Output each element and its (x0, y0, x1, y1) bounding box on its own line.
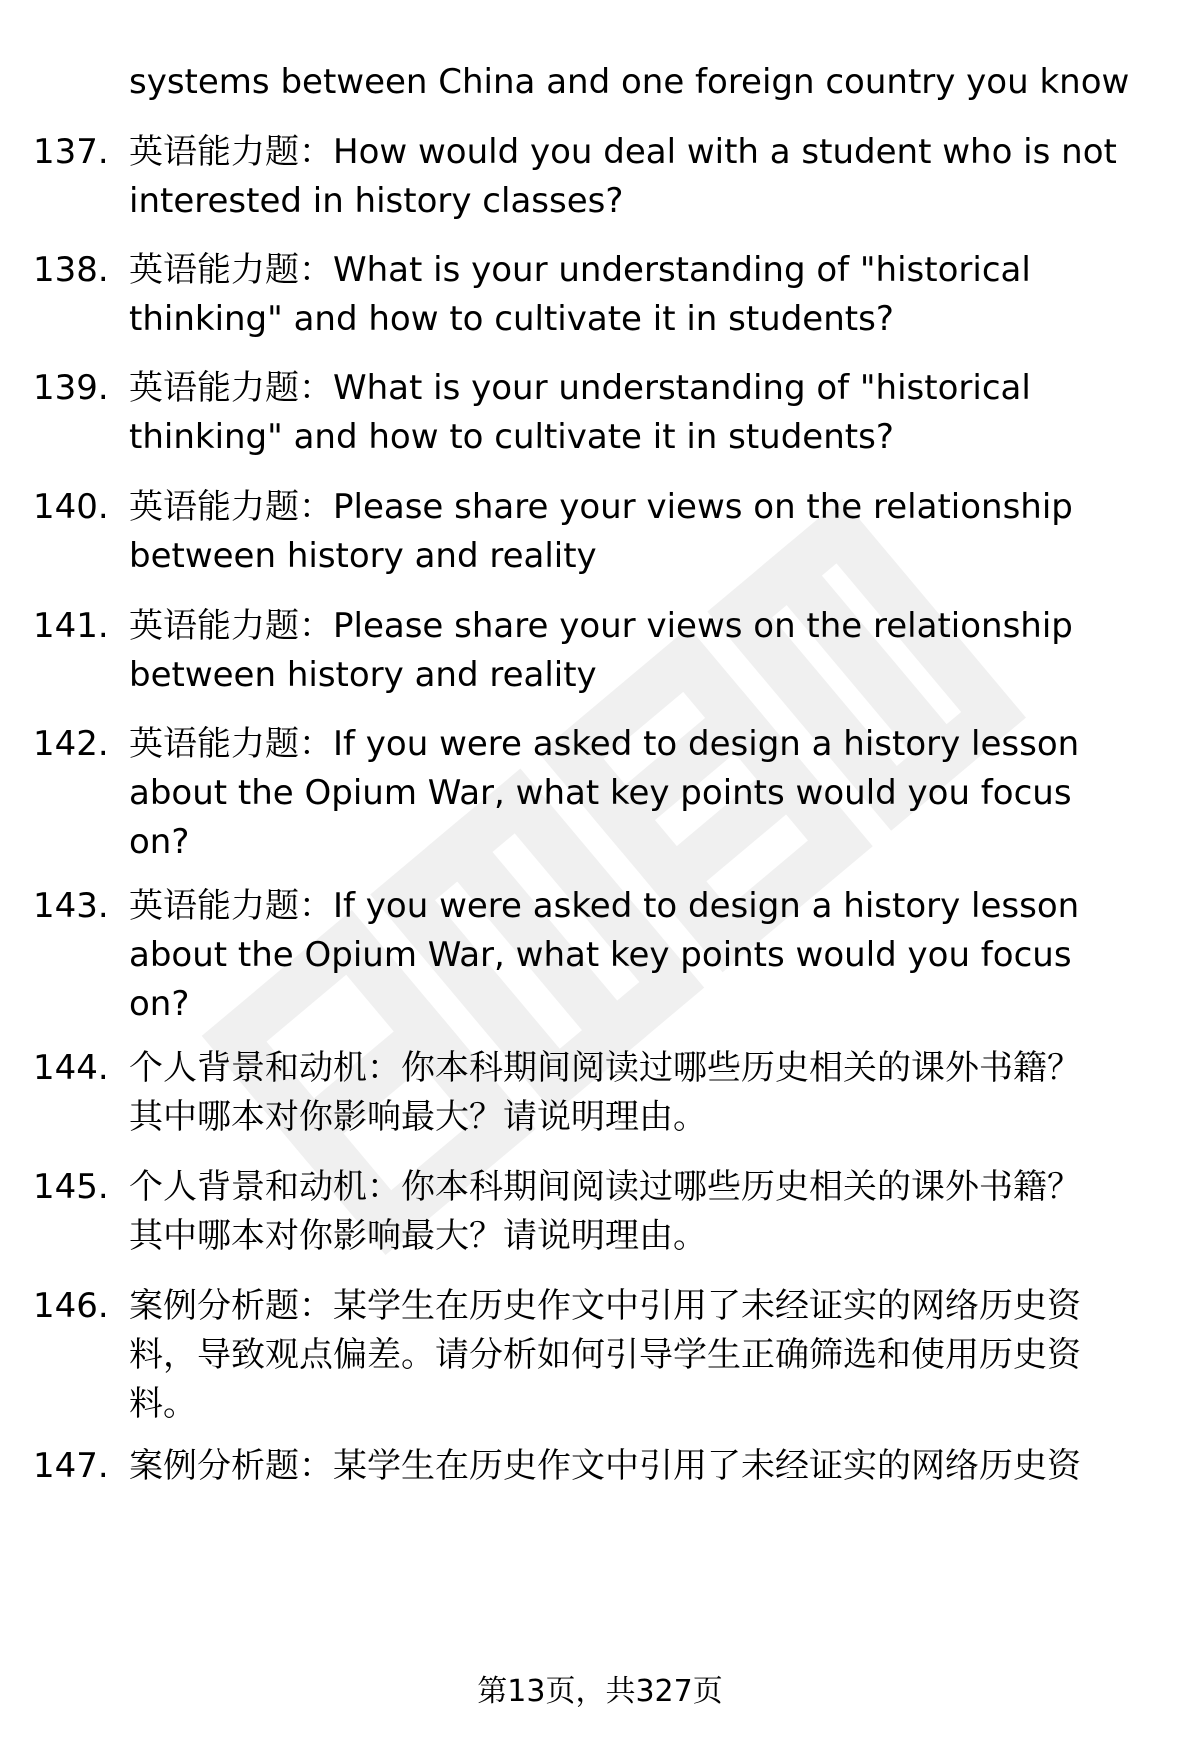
question-text-line: interested in history classes? (129, 181, 624, 221)
question-number: 147. (33, 1446, 109, 1486)
question-number: 142. (33, 724, 109, 764)
question-text-line: 其中哪本对你影响最大？请说明理由。 (129, 1097, 707, 1137)
question-text (129, 882, 1169, 1029)
question-text (129, 1044, 1169, 1142)
question-text-line: 案例分析题：某学生在历史作文中引用了未经证实的网络历史资 (129, 1446, 1081, 1486)
continuation-line: systems between China and one foreign country you know (129, 62, 1130, 102)
question-text (129, 246, 1169, 344)
question-text-line: 英语能力题：Please share your views on the relationship (129, 487, 1073, 527)
question-number: 138. (33, 250, 109, 290)
question-text (129, 128, 1169, 226)
question-text-line: thinking" and how to cultivate it in students? (129, 299, 894, 339)
question-number: 141. (33, 606, 109, 646)
question-number: 139. (33, 368, 109, 408)
question-text (129, 1163, 1169, 1261)
question-text (129, 602, 1169, 700)
question-text-line: on? (129, 984, 190, 1024)
question-number: 144. (33, 1048, 109, 1088)
question-number: 145. (33, 1167, 109, 1207)
question-text-line: 案例分析题：某学生在历史作文中引用了未经证实的网络历史资 (129, 1286, 1081, 1326)
question-number: 143. (33, 886, 109, 926)
question-text-line: thinking" and how to cultivate it in students? (129, 417, 894, 457)
question-text-line: 英语能力题：If you were asked to design a history lesson (129, 886, 1080, 926)
question-text-line: 英语能力题：What is your understanding of "historical (129, 368, 1031, 408)
question-text (129, 364, 1169, 462)
question-number: 137. (33, 132, 109, 172)
question-text (129, 483, 1169, 581)
question-text-line: between history and reality (129, 655, 597, 695)
question-text-line: on? (129, 822, 190, 862)
question-text (129, 720, 1169, 867)
question-number: 140. (33, 487, 109, 527)
question-text-line: 英语能力题：If you were asked to design a history lesson (129, 724, 1080, 764)
question-text-line: about the Opium War, what key points would you focus (129, 773, 1072, 813)
question-text-line: 英语能力题：How would you deal with a student who is not (129, 132, 1117, 172)
question-number: 146. (33, 1286, 109, 1326)
question-text (129, 1282, 1169, 1429)
page-footer: 第13页，共327页 (477, 1674, 723, 1709)
question-text-line: about the Opium War, what key points would you focus (129, 935, 1072, 975)
question-text-line: 英语能力题：Please share your views on the relationship (129, 606, 1073, 646)
question-text-line: 英语能力题：What is your understanding of "historical (129, 250, 1031, 290)
question-text-line: 个人背景和动机：你本科期间阅读过哪些历史相关的课外书籍？ (129, 1167, 1081, 1207)
question-text-line: 其中哪本对你影响最大？请说明理由。 (129, 1216, 707, 1256)
question-text-line: between history and reality (129, 536, 597, 576)
question-text-line: 个人背景和动机：你本科期间阅读过哪些历史相关的课外书籍？ (129, 1048, 1081, 1088)
question-text (129, 1442, 1169, 1491)
question-text-line: 料，导致观点偏差。请分析如何引导学生正确筛选和使用历史资 (129, 1335, 1081, 1375)
question-text-line: 料。 (129, 1384, 197, 1424)
